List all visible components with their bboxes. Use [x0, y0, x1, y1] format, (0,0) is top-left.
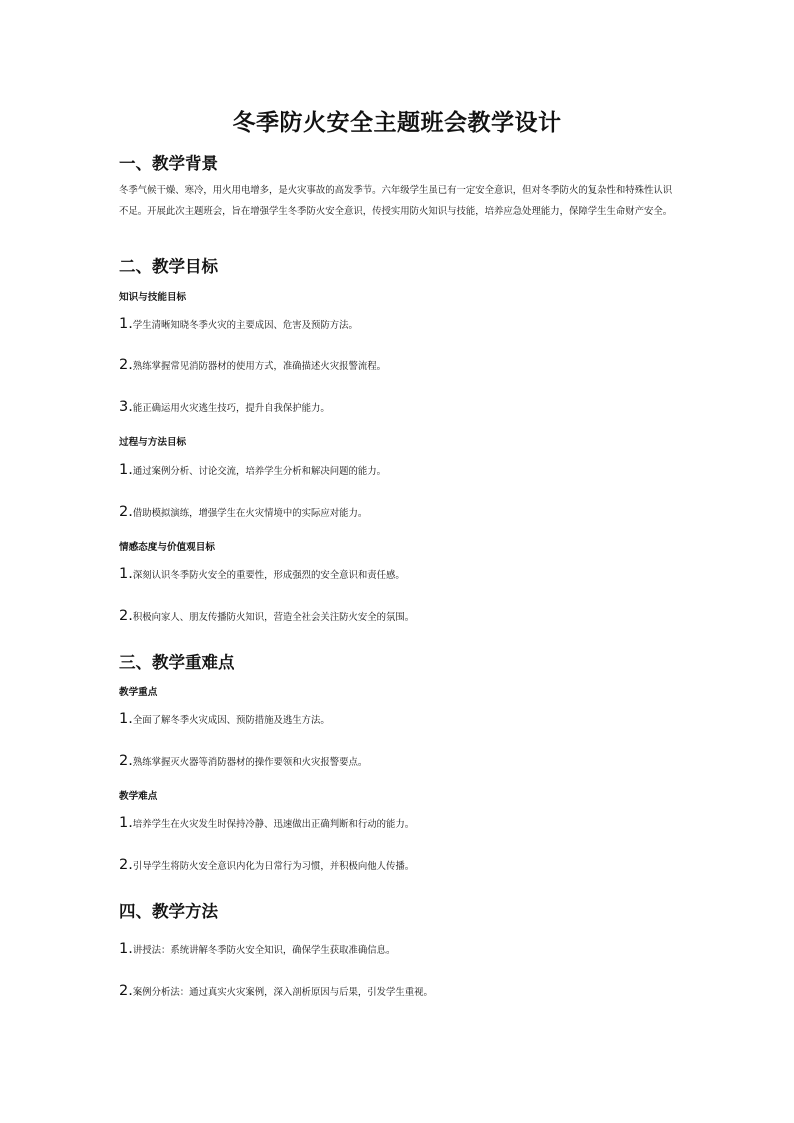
list-item: 1.全面了解冬季火灾成因、预防措施及逃生方法。	[119, 711, 330, 727]
list-item: 1.培养学生在火灾发生时保持冷静、迅速做出正确判断和行动的能力。	[119, 815, 415, 831]
list-item: 2.积极向家人、朋友传播防火知识，营造全社会关注防火安全的氛围。	[119, 608, 415, 624]
subheading-process-goals: 过程与方法目标	[119, 437, 187, 448]
list-item: 2.熟练掌握灭火器等消防器材的操作要领和火灾报警要点。	[119, 753, 368, 769]
list-item: 2.熟练掌握常见消防器材的使用方式，准确描述火灾报警流程。	[119, 357, 386, 373]
subheading-difficulty: 教学难点	[119, 791, 158, 802]
background-paragraph: 冬季气候干燥、寒冷，用火用电增多，是火灾事故的高发季节。六年级学生虽已有一定安全意识，但对冬季防火的复杂性和特殊性认识不足。开展此次主题班会，旨在增强学生冬季防火安全意识，传授实用防火知识与技能，培养应急处理能力，保障学生生命财产安全。	[119, 185, 673, 217]
list-item: 1.深刻认识冬季防火安全的重要性，形成强烈的安全意识和责任感。	[119, 566, 405, 582]
list-item: 2.案例分析法：通过真实火灾案例，深入剖析原因与后果，引发学生重视。	[119, 983, 433, 999]
list-item: 2.借助模拟演练，增强学生在火灾情境中的实际应对能力。	[119, 504, 368, 520]
list-item: 1.学生清晰知晓冬季火灾的主要成因、危害及预防方法。	[119, 316, 358, 332]
section-heading-background: 一、教学背景	[119, 154, 218, 173]
list-item: 1.通过案例分析、讨论交流，培养学生分析和解决问题的能力。	[119, 462, 386, 478]
section-heading-goals: 二、教学目标	[119, 257, 218, 276]
subheading-knowledge-goals: 知识与技能目标	[119, 292, 187, 303]
list-item: 1.讲授法：系统讲解冬季防火安全知识，确保学生获取准确信息。	[119, 941, 396, 957]
subheading-focus: 教学重点	[119, 687, 158, 698]
subheading-emotion-goals: 情感态度与价值观目标	[119, 542, 215, 553]
section-heading-keypoints: 三、教学重难点	[119, 653, 235, 672]
section-heading-methods: 四、教学方法	[119, 902, 218, 921]
list-item: 3.能正确运用火灾逃生技巧，提升自我保护能力。	[119, 399, 330, 415]
document-title: 冬季防火安全主题班会教学设计	[232, 110, 562, 136]
list-item: 2.引导学生将防火安全意识内化为日常行为习惯，并积极向他人传播。	[119, 857, 415, 873]
